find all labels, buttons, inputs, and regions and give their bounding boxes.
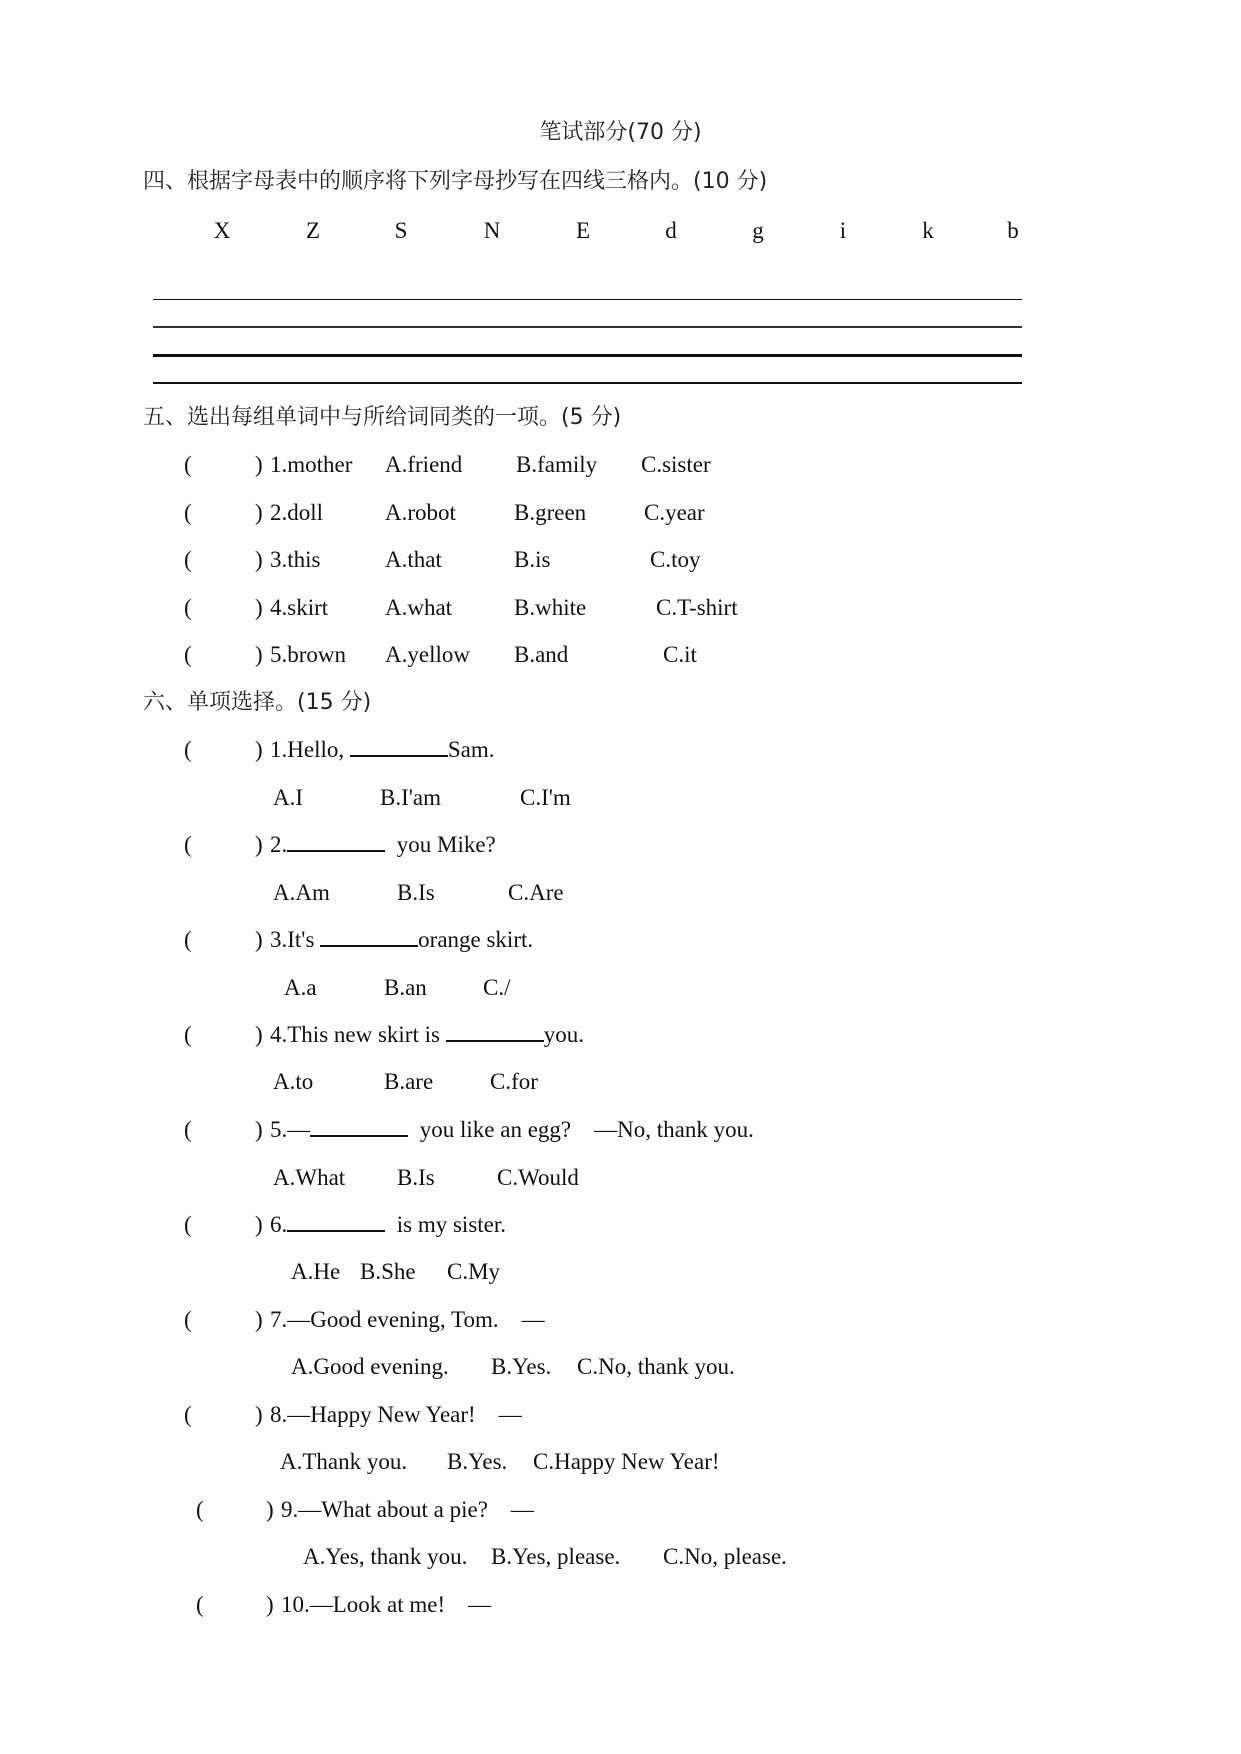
grid-line-1 bbox=[153, 299, 1022, 300]
section-4-heading: 四、根据字母表中的顺序将下列字母抄写在四线三格内。(10 分) bbox=[143, 169, 768, 194]
option-a: A.yellow bbox=[385, 642, 470, 667]
question-text-pre: 2. bbox=[270, 832, 288, 857]
fill-blank[interactable] bbox=[287, 1226, 385, 1232]
question-text: 10.—Look at me! — bbox=[281, 1592, 492, 1617]
option-a: A.What bbox=[273, 1165, 346, 1190]
option-b: B.Yes. bbox=[447, 1449, 508, 1474]
answer-bracket-close: ) bbox=[266, 1592, 274, 1617]
answer-bracket-open[interactable]: ( bbox=[184, 1117, 192, 1142]
option-b: B.white bbox=[514, 595, 587, 620]
question-word: 4.skirt bbox=[270, 595, 329, 620]
answer-bracket-open[interactable]: ( bbox=[184, 642, 192, 667]
answer-bracket-close: ) bbox=[266, 1497, 274, 1522]
option-b: B.family bbox=[516, 452, 598, 477]
answer-bracket-close: ) bbox=[255, 500, 263, 525]
option-b: B.Is bbox=[397, 880, 435, 905]
fill-blank[interactable] bbox=[287, 846, 385, 852]
option-a: A.robot bbox=[385, 500, 456, 525]
question-text-post: you like an egg? —No, thank you. bbox=[408, 1117, 754, 1142]
option-a: A.that bbox=[385, 547, 442, 572]
option-b: B.is bbox=[514, 547, 551, 572]
question-text bbox=[270, 736, 495, 764]
question-text: 8.—Happy New Year! — bbox=[270, 1402, 522, 1427]
answer-bracket-close: ) bbox=[255, 547, 263, 572]
question-text bbox=[270, 1116, 754, 1144]
grid-line-2 bbox=[153, 326, 1022, 328]
option-c: C.for bbox=[490, 1069, 538, 1094]
question-text-pre: 6. bbox=[270, 1212, 288, 1237]
answer-bracket-close: ) bbox=[255, 1402, 263, 1427]
answer-bracket-close: ) bbox=[255, 642, 263, 667]
option-c: C./ bbox=[483, 975, 511, 1000]
answer-bracket-open[interactable]: ( bbox=[184, 500, 192, 525]
answer-bracket-close: ) bbox=[255, 927, 263, 952]
question-text-post: you Mike? bbox=[385, 832, 496, 857]
answer-bracket-close: ) bbox=[255, 737, 263, 762]
answer-bracket-close: ) bbox=[255, 832, 263, 857]
page-title: 笔试部分(70 分) bbox=[539, 120, 702, 145]
question-text-pre: 4.This new skirt is bbox=[270, 1022, 446, 1047]
option-c: C.No, please. bbox=[663, 1544, 787, 1569]
option-b: B.green bbox=[514, 500, 587, 525]
option-c: C.Would bbox=[497, 1165, 579, 1190]
answer-bracket-open[interactable]: ( bbox=[196, 1592, 204, 1617]
option-b: B.are bbox=[384, 1069, 434, 1094]
answer-bracket-open[interactable]: ( bbox=[184, 1212, 192, 1237]
option-a: A.a bbox=[284, 975, 317, 1000]
letter: i bbox=[839, 218, 847, 243]
option-c: C.T-shirt bbox=[656, 595, 738, 620]
answer-bracket-close: ) bbox=[255, 452, 263, 477]
letter: d bbox=[665, 218, 677, 243]
option-b: B.I'am bbox=[380, 785, 441, 810]
option-c: C.year bbox=[644, 500, 705, 525]
question-text bbox=[270, 831, 496, 859]
question-text-pre: 5.— bbox=[270, 1117, 311, 1142]
answer-bracket-open[interactable]: ( bbox=[196, 1497, 204, 1522]
option-a: A.He bbox=[291, 1259, 341, 1284]
section-5-heading: 五、选出每组单词中与所给词同类的一项。(5 分) bbox=[143, 405, 622, 430]
option-b: B.Yes. bbox=[491, 1354, 552, 1379]
answer-bracket-open[interactable]: ( bbox=[184, 927, 192, 952]
letter: E bbox=[575, 218, 591, 243]
letter: b bbox=[1007, 218, 1019, 243]
grid-line-3 bbox=[153, 354, 1022, 357]
answer-bracket-open[interactable]: ( bbox=[184, 737, 192, 762]
grid-line-4 bbox=[153, 382, 1022, 384]
answer-bracket-open[interactable]: ( bbox=[184, 832, 192, 857]
letter: Z bbox=[305, 218, 321, 243]
answer-bracket-open[interactable]: ( bbox=[184, 1307, 192, 1332]
option-c: C.toy bbox=[650, 547, 701, 572]
option-b: B.She bbox=[360, 1259, 416, 1284]
question-text-pre: 1.Hello, bbox=[270, 737, 350, 762]
option-c: C.it bbox=[663, 642, 697, 667]
fill-blank[interactable] bbox=[350, 751, 448, 757]
option-c: C.Are bbox=[508, 880, 564, 905]
question-text bbox=[270, 1021, 584, 1049]
question-text-pre: 3.It's bbox=[270, 927, 321, 952]
question-text-post: Sam. bbox=[447, 737, 495, 762]
option-a: A.Am bbox=[273, 880, 330, 905]
option-a: A.friend bbox=[385, 452, 463, 477]
answer-bracket-close: ) bbox=[255, 1117, 263, 1142]
letter: X bbox=[213, 218, 231, 243]
answer-bracket-open[interactable]: ( bbox=[184, 595, 192, 620]
question-word: 2.doll bbox=[270, 500, 324, 525]
question-word: 5.brown bbox=[270, 642, 347, 667]
option-a: A.I bbox=[273, 785, 304, 810]
question-word: 3.this bbox=[270, 547, 321, 572]
fill-blank[interactable] bbox=[310, 1131, 408, 1137]
option-c: C.No, thank you. bbox=[577, 1354, 735, 1379]
answer-bracket-open[interactable]: ( bbox=[184, 1022, 192, 1047]
answer-bracket-close: ) bbox=[255, 1022, 263, 1047]
option-b: B.Is bbox=[397, 1165, 435, 1190]
answer-bracket-open[interactable]: ( bbox=[184, 1402, 192, 1427]
letter: N bbox=[483, 218, 501, 243]
answer-bracket-open[interactable]: ( bbox=[184, 547, 192, 572]
option-a: A.Thank you. bbox=[280, 1449, 408, 1474]
section-6-heading: 六、单项选择。(15 分) bbox=[143, 690, 372, 715]
option-b: B.and bbox=[514, 642, 569, 667]
answer-bracket-open[interactable]: ( bbox=[184, 452, 192, 477]
question-text: 7.—Good evening, Tom. — bbox=[270, 1307, 545, 1332]
fill-blank[interactable] bbox=[446, 1036, 544, 1042]
answer-bracket-close: ) bbox=[255, 1212, 263, 1237]
fill-blank[interactable] bbox=[320, 941, 418, 947]
option-c: C.Happy New Year! bbox=[533, 1449, 720, 1474]
option-b: B.Yes, please. bbox=[491, 1544, 621, 1569]
answer-bracket-close: ) bbox=[255, 595, 263, 620]
question-text: 9.—What about a pie? — bbox=[281, 1497, 534, 1522]
question-text bbox=[270, 1211, 506, 1239]
question-text-post: is my sister. bbox=[385, 1212, 507, 1237]
option-c: C.I'm bbox=[520, 785, 571, 810]
option-a: A.Yes, thank you. bbox=[303, 1544, 468, 1569]
option-a: A.what bbox=[385, 595, 453, 620]
letter: g bbox=[752, 218, 764, 243]
option-a: A.Good evening. bbox=[291, 1354, 449, 1379]
option-a: A.to bbox=[273, 1069, 314, 1094]
letter: S bbox=[394, 218, 408, 243]
answer-bracket-close: ) bbox=[255, 1307, 263, 1332]
letter: k bbox=[922, 218, 934, 243]
option-b: B.an bbox=[384, 975, 427, 1000]
option-c: C.My bbox=[447, 1259, 501, 1284]
question-text-post: orange skirt. bbox=[418, 927, 534, 952]
question-word: 1.mother bbox=[270, 452, 353, 477]
option-c: C.sister bbox=[641, 452, 711, 477]
question-text bbox=[270, 926, 533, 954]
question-text-post: you. bbox=[543, 1022, 584, 1047]
